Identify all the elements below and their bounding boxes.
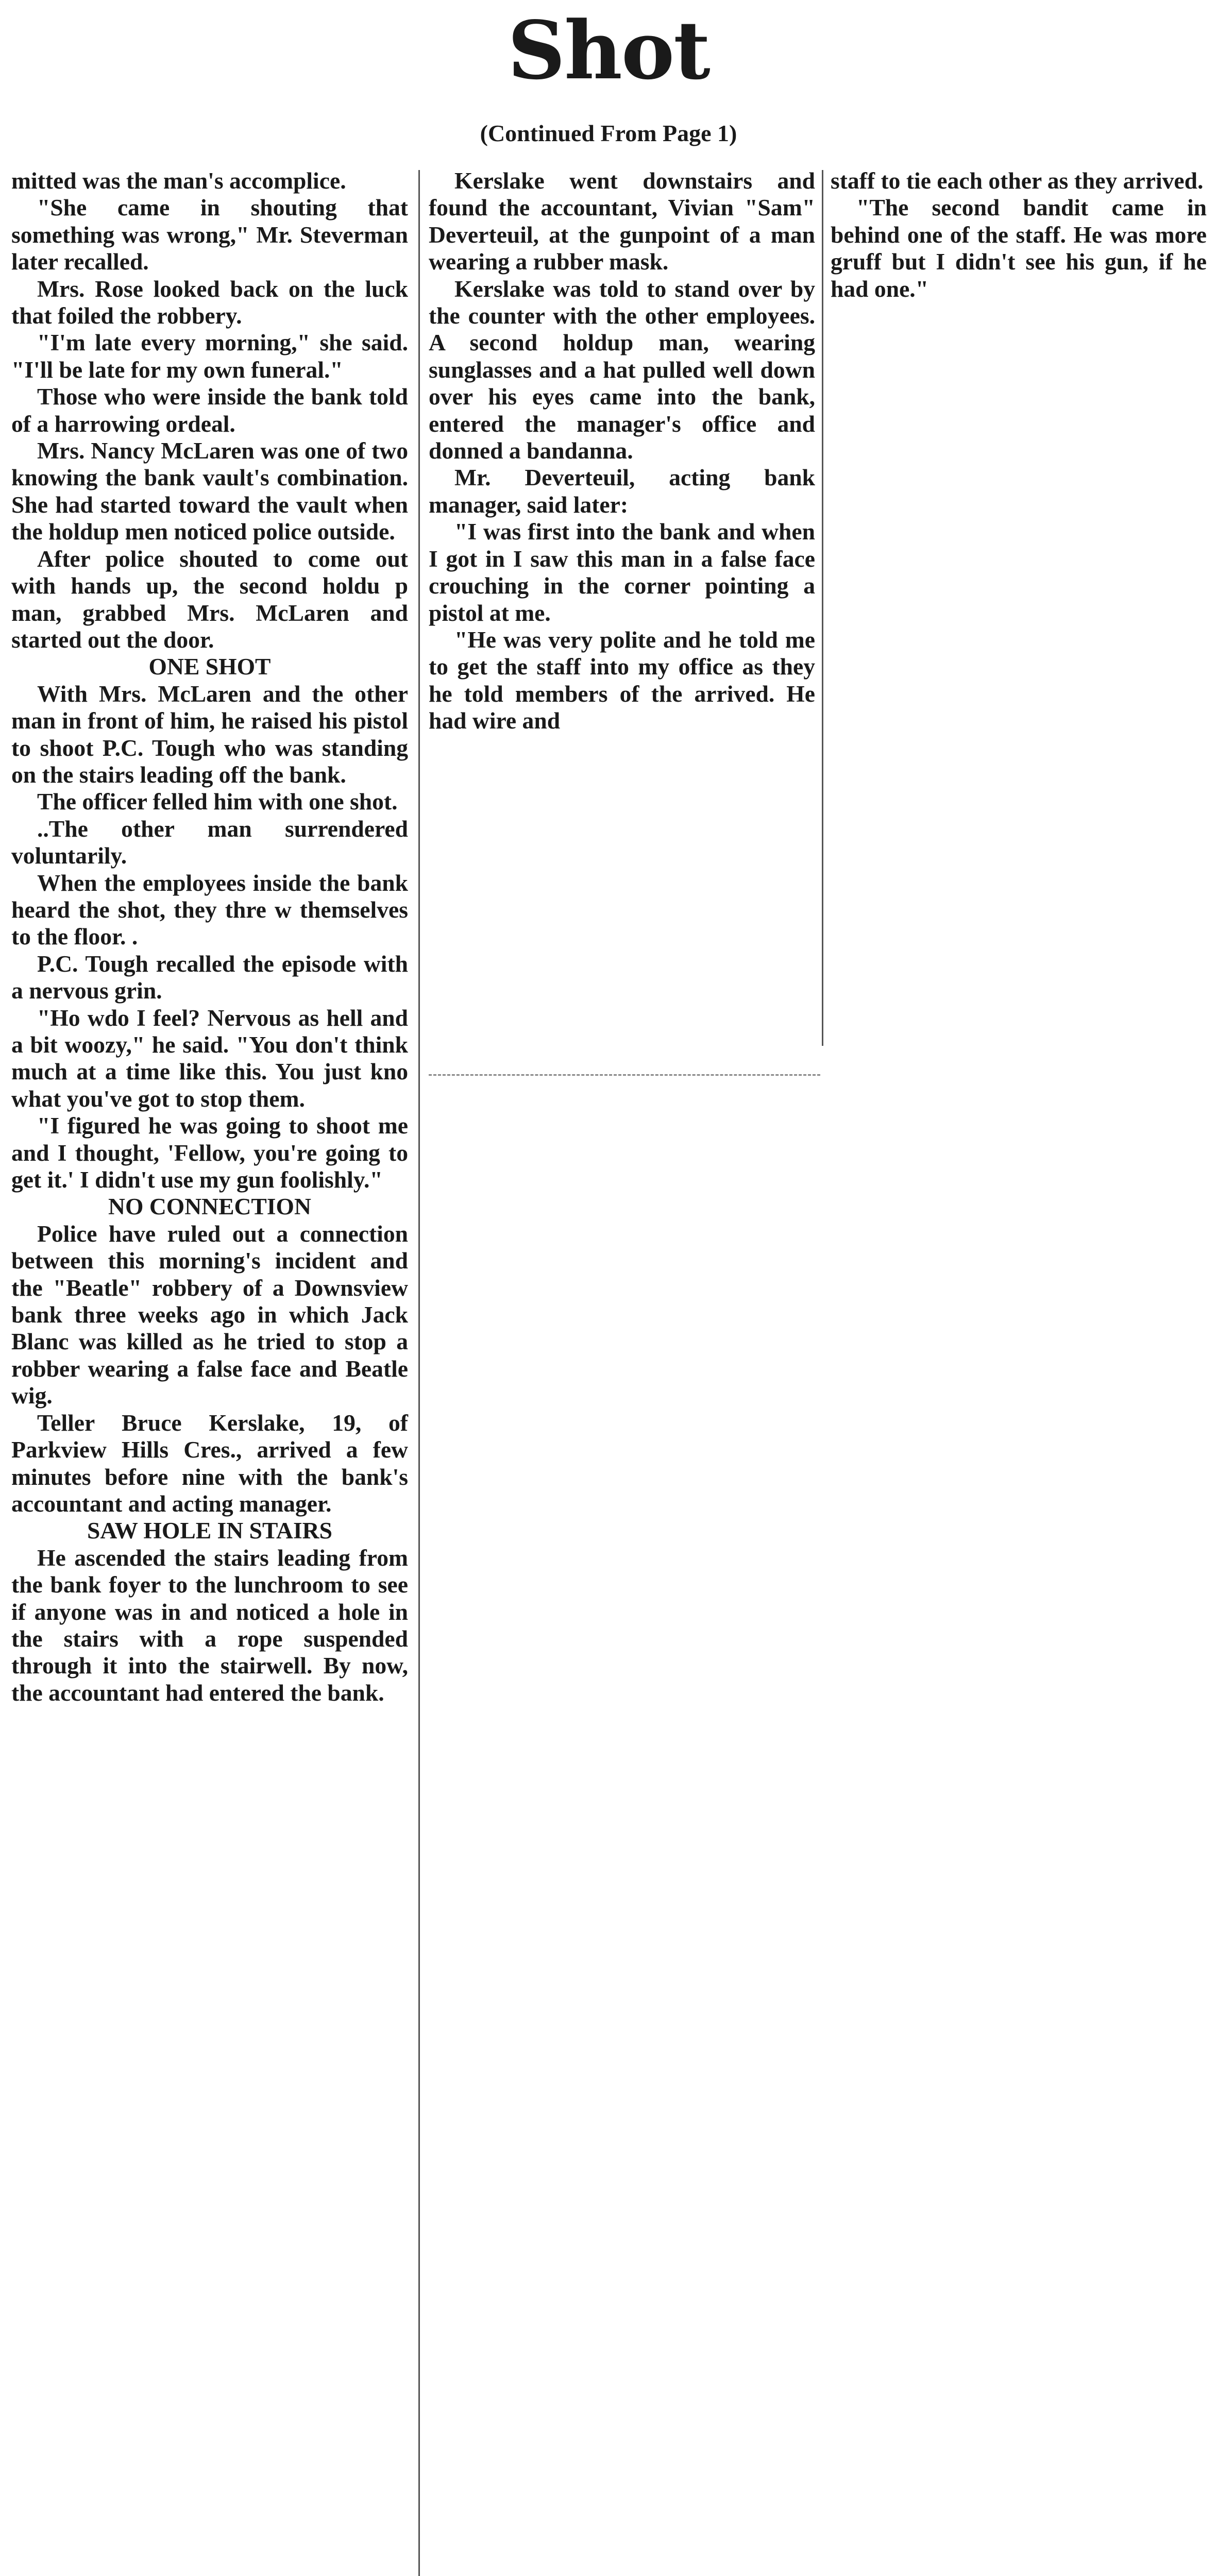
paragraph: "The second bandit came in behind one of the staff. He was more gruff but I didn't see his gun, if he had one." xyxy=(831,194,1207,302)
paragraph: staff to tie each other as they arrived. xyxy=(831,167,1204,194)
paragraph: Those who were inside the bank told of a harrowing ordeal. xyxy=(11,383,408,437)
paragraph: When the employees inside the bank heard the shot, they thre w themselves to the floor. . xyxy=(11,869,408,950)
paragraph: Mrs. Nancy McLaren was one of two knowing the bank vault's combination. She had started toward the vault when the holdup men noticed police outside. xyxy=(11,437,408,545)
paragraph: After police shouted to come out with hands up, the second holdu p man, grabbed Mrs. McLaren and started out the door. xyxy=(11,545,408,653)
subheading: SAW HOLE IN STAIRS xyxy=(87,1517,332,1544)
column-end-rule xyxy=(429,1074,820,1076)
paragraph: Kerslake was told to stand over by the counter with the other employees. A second holdup man, wearing sunglasses and a hat pulled well down over his eyes came into the bank, entered the manager's office and donned a bandanna. xyxy=(429,275,815,464)
paragraph: With Mrs. McLaren and the other man in front of him, he raised his pistol to shoot P.C. Tough who was standing on the stairs leading off the bank. xyxy=(11,680,408,788)
paragraph: Mr. Deverteuil, acting bank manager, said later: xyxy=(429,464,815,518)
paragraph: Kerslake went downstairs and found the accountant, Vivian "Sam" Deverteuil, at the gunpoint of a man wearing a rubber mask. xyxy=(429,167,815,275)
paragraph: "He was very polite and he told me to get the staff into my office as they he told members of the arrived. He had wire and xyxy=(429,626,815,734)
column-2 xyxy=(429,167,815,735)
paragraph: "I figured he was going to shoot me and I thought, 'Fellow, you're going to get it.' I didn't use my gun foolishly." xyxy=(11,1112,408,1193)
paragraph: ..The other man surrendered voluntarily. xyxy=(11,815,408,869)
column-1 xyxy=(11,167,408,1706)
paragraph: Teller Bruce Kerslake, 19, of Parkview Hills Cres., arrived a few minutes before nine with the bank's accountant and acting manager. xyxy=(11,1409,408,1517)
subheading: NO CONNECTION xyxy=(108,1193,311,1220)
paragraph: "I was first into the bank and when I got in I saw this man in a false face crouching in the corner pointing a pistol at me. xyxy=(429,518,815,626)
continued-note: (Continued From Page 1) xyxy=(480,120,737,146)
paragraph: The officer felled him with one shot. xyxy=(37,788,398,815)
headline: Shot xyxy=(508,3,709,97)
paragraph: mitted was the man's accomplice. xyxy=(11,167,346,194)
subheading: ONE SHOT xyxy=(148,653,271,680)
column-3 xyxy=(831,167,1207,302)
paragraph: He ascended the stairs leading from the bank foyer to the lunchroom to see if anyone was in and noticed a hole in the stairs with a rope suspended through it into the stairwell. By now, the accountant had entered the bank. xyxy=(11,1544,408,1706)
column-rule xyxy=(418,170,420,2576)
paragraph: Mrs. Rose looked back on the luck that foiled the robbery. xyxy=(11,275,408,329)
paragraph: "Ho wdo I feel? Nervous as hell and a bit woozy," he said. "You don't think much at a time like this. You just kno what you've got to stop them. xyxy=(11,1004,408,1112)
paragraph: P.C. Tough recalled the episode with a nervous grin. xyxy=(11,950,408,1004)
paragraph: "She came in shouting that something was wrong," Mr. Steverman later recalled. xyxy=(11,194,408,275)
paragraph: "I'm late every morning," she said. "I'll be late for my own funeral." xyxy=(11,329,408,383)
paragraph: Police have ruled out a connection between this morning's incident and the "Beatle" robbery of a Downsview bank three weeks ago in which Jack Blanc was killed as he tried to stop a robber wearing a false face and Beatle wig. xyxy=(11,1220,408,1409)
column-rule xyxy=(822,170,823,1046)
